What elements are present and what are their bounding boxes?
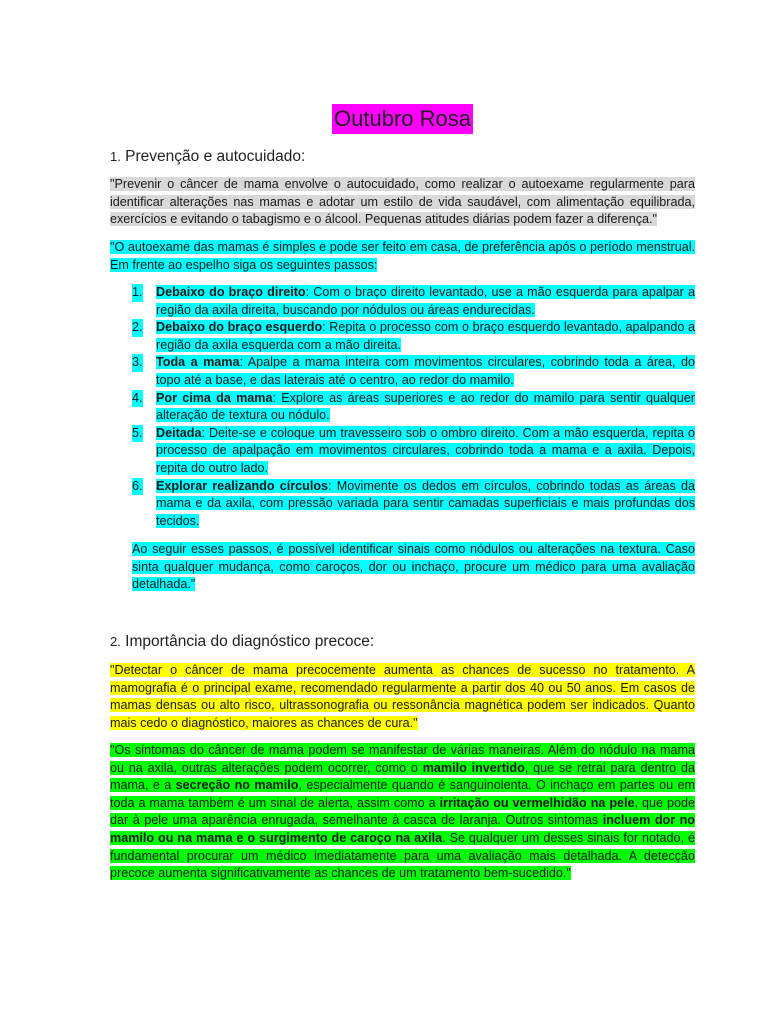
list-item <box>110 354 695 389</box>
section1-closing-text: Ao seguir esses passos, é possível identificar sinais como nódulos ou alterações na textura. Caso sinta qualquer mudança, como caroços, dor ou inchaço, procure um médico para uma avaliação detalhada." <box>132 542 695 592</box>
section1-quote <box>110 176 695 229</box>
step-description: : Repita o processo com o braço esquerdo levantado, apalpando a região da axila esquerda com a mão direita. <box>156 320 695 352</box>
step-text <box>156 391 695 423</box>
list-item <box>110 390 695 425</box>
symptoms-run: , especialmente quando é sanguinolenta. O inchaço em partes ou em toda a mama também é um sinal de alerta, assim como a <box>110 778 696 810</box>
step-description: : Apalpe a mama inteira com movimentos circulares, cobrindo toda a área, do topo até a base, e das laterais até o centro, ao redor do mamilo. <box>156 355 695 387</box>
symptom-inverted-nipple: mamilo invertido <box>422 760 525 775</box>
step-title: Deitada <box>156 425 202 440</box>
section2-heading <box>110 632 374 652</box>
step-number: 4. <box>132 390 143 408</box>
symptoms-run: . Se qualquer um desses sinais for notado, é fundamental procurar um médico imediatamente para uma avaliação mais detalhada. A detecção precoce aumenta significativamente as chances de um tratamento bem-sucedido." <box>110 830 695 881</box>
page-title: Outubro Rosa <box>332 104 473 134</box>
step-number: 3. <box>132 354 143 372</box>
section1-intro <box>110 239 695 274</box>
step-description: : Deite-se e coloque um travesseiro sob o ombro direito. Com a mão esquerda, repita o processo de apalpação em movimentos circulares, cobrindo toda a mama e a axila. Depois, repita do outro lado. <box>156 425 695 475</box>
step-title: Por cima da mama <box>156 390 273 405</box>
step-text <box>156 426 695 475</box>
step-text <box>156 355 695 387</box>
symptom-pain-and-lump: incluem dor no mamilo ou na mama e o surgimento de caroço na axila <box>110 813 696 845</box>
step-number: 5. <box>132 425 143 443</box>
section1-closing <box>132 541 695 594</box>
section2-symptoms <box>110 742 695 883</box>
list-item <box>110 319 695 354</box>
step-title: Debaixo do braço esquerdo <box>156 320 323 335</box>
step-title: Debaixo do braço direito <box>156 285 306 299</box>
symptoms-run: , que pode dar à pele uma aparência enrugada, semelhante à casca de laranja. Outros sintomas <box>110 795 695 828</box>
list-item <box>110 284 695 319</box>
title-container <box>110 104 695 134</box>
step-number: 2. <box>132 319 143 337</box>
step-text <box>156 479 695 528</box>
section1-heading <box>110 147 305 167</box>
section2-quote <box>110 662 695 732</box>
section1-quote-text: "Prevenir o câncer de mama envolve o autocuidado, como realizar o autoexame regularmente para identificar alterações nas mamas e adotar um estilo de vida saudável, com alimentação equilibrada, exercícios e evitando o tabagismo e o álcool. Pequenas atitudes diárias podem fazer a diferença." <box>110 177 695 227</box>
symptoms-run: , que se retrai para dentro da mama, e a <box>110 760 695 793</box>
step-number: 6. <box>132 478 143 496</box>
section2-quote-text: "Detectar o câncer de mama precocemente aumenta as chances de sucesso no tratamento. A mamografia é o principal exame, recomendado regularmente a partir dos 40 ou 50 anos. Em casos de mamas densas ou alto risco, ultrassonografia ou ressonância magnética podem ser indicados. Quanto mais cedo o diagnóstico, maiores as chances de cura." <box>110 663 695 730</box>
symptoms-text <box>110 743 695 880</box>
symptoms-run: "Os sintomas do câncer de mama podem se manifestar de várias maneiras. Além do nódulo na mama ou na axila, outras alterações podem ocorrer, como o <box>110 743 695 775</box>
section1-number: 1. <box>110 149 121 164</box>
step-description: : Movimente os dedos em círculos, cobrindo todas as áreas da mama e da axila, com pressão variada para sentir camadas superficiais e mais profundas dos tecidos. <box>156 478 695 528</box>
step-title: Explorar realizando círculos <box>156 478 329 493</box>
step-text <box>156 320 695 352</box>
symptom-skin-irritation: irritação ou vermelhidão na pele <box>439 795 635 810</box>
step-description: : Explore as áreas superiores e ao redor do mamilo para sentir qualquer alteração de textura ou nódulo. <box>156 390 695 423</box>
step-description: : Com o braço direito levantado, use a mão esquerda para apalpar a região da axila direita, buscando por nódulos ou áreas endurecidas. <box>156 285 696 317</box>
step-number: 1. <box>132 284 143 302</box>
list-item <box>110 478 695 531</box>
list-item <box>110 425 695 478</box>
section1-heading-text: Prevenção e autocuidado: <box>125 148 306 165</box>
section1-intro-text: "O autoexame das mamas é simples e pode ser feito em casa, de preferência após o período menstrual. Em frente ao espelho siga os seguintes passos: <box>110 240 695 272</box>
section2-number: 2. <box>110 634 121 649</box>
section2-heading-text: Importância do diagnóstico precoce: <box>125 633 375 650</box>
step-text <box>156 285 695 317</box>
symptom-nipple-discharge: secreção no mamilo <box>175 778 299 793</box>
step-title: Toda a mama <box>156 355 240 370</box>
self-exam-steps-list <box>110 284 695 530</box>
